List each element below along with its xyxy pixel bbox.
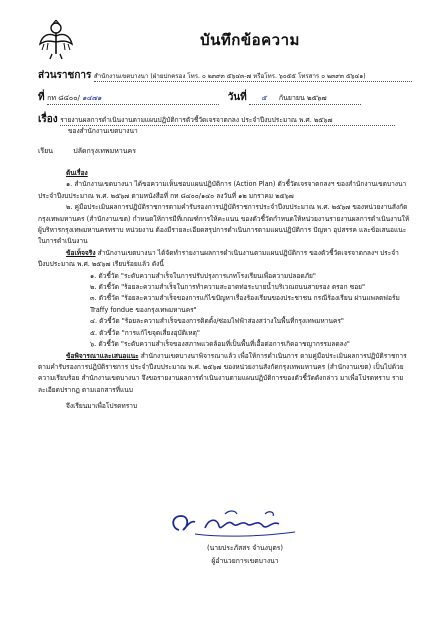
document-title: บันทึกข้อความ: [200, 31, 300, 49]
facts-intro: สำนักงานเขตบางนา ได้จัดทำรายงานผลการดำเนินงานตามแผนปฏิบัติการ ของตัวชี้วัดเจรจาตกลงฯ ประจำปีงบประมาณ พ.ศ. ๒๕๖๗ เรียบร้อยแล้ว ดังนี้: [38, 248, 399, 269]
reference-row: [38, 90, 361, 105]
date-label: วันที่: [227, 92, 247, 103]
memo-body: [38, 168, 413, 413]
kpi-item-1: ๑. ตัวชี้วัด "ระดับความสำเร็จในการปรับปรุงการเภทโรงเรียนเพื่อความปลอดภัย": [90, 271, 316, 280]
salutation-row: [38, 146, 136, 157]
closing-line: จึงเรียนมาเพื่อโปรดทราบ: [66, 402, 138, 411]
subject-label: เรื่อง: [38, 114, 58, 125]
garuda-emblem-icon: [38, 20, 74, 60]
kpi-item-4: ๔. ตัวชี้วัด "ร้อยละความสำเร็จของการติดตั้ง/ซ่อมไฟฟ้าส่องสว่างในพื้นที่กรุงเทพมหานคร": [90, 317, 344, 326]
origin-paragraph-2: ๒. คู่มือประเมินผลการปฏิบัติราชการตามคำรับรองการปฏิบัติราชการประจำปีงบประมาณ พ.ศ. ๒๕๖๗ ของหน่วยงานสังกัดกรุงเทพมหานคร (สำนักงานเขต) กำหนดให้การมีที่เกณฑ์การให้คะแนน ของตัวชี้วัดกำหนดให้หน่วยงานรายงานผลการดำเนินงานให้ผู้บริหารกรุงเทพมหานครทราบ หน่วยงาน ต้องมีรายละเอียดสรุปการดำเนินการตามแผนปฏิบัติการ ปัญหา อุปสรรค และข้อเสนอแนะในการดำเนินงาน: [38, 203, 410, 246]
kpi-item-6: ๖. ตัวชี้วัด "ระดับความสำเร็จของสภาพแวดล้อมที่เป็นพื้นที่เอื้อต่อการเกิดอาชญากรรมลดลง": [90, 340, 350, 349]
reference-label: ที่: [38, 92, 45, 103]
facts-heading: ข้อเท็จจริง: [66, 248, 96, 257]
subject-line-1: รายงานผลการดำเนินงานตามแผนปฏิบัติการตัวชี้วัดเจรจาตกลง ประจำปีงบประมาณ พ.ศ. ๒๕๖๗: [60, 114, 395, 126]
signatory-position: ผู้อำนวยการเขตบางนา: [211, 557, 279, 565]
consider-text: สำนักงานเขตบางนาพิจารณาแล้ว เพื่อให้การดำเนินการ ตามคู่มือประเมินผลการปฏิบัติราชการตามคำรับรองการปฏิบัติราชการ ประจำปีงบประมาณ พ.ศ. ๒๕๖๗ ของหน่วยงานสังกัดกรุงเทพมหานคร (สำนักงานเขต) เป็นไปด้วยความเรียบร้อย สำนักงานเขตบางนา จึงขอรายงานผลการดำเนินงานตามแผนปฏิบัติการของตัวชี้วัดดังกล่าว มาเพื่อโปรดทราบ รายละเอียดปรากฏ ตามเอกสารที่แนบ: [38, 351, 407, 394]
to-label: เรียน: [38, 147, 54, 155]
agency-value: สำนักงานเขตบางนา (ฝ่ายปกครอง โทร. ๐ ๒๓๙๓ ๕๖๔๓-๗ หรือโทร. ๖๐๕๕ โทรสาร ๐ ๒๓๙๓ ๕๖๔๑): [94, 71, 412, 82]
reference-handwritten: ๑๔๗๑: [82, 94, 102, 102]
subject-line-2: ของสำนักงานเขตบางนา: [68, 127, 138, 135]
agency-label: ส่วนราชการ: [38, 70, 92, 81]
kpi-item-2: ๒. ตัวชี้วัด "ร้อยละความสำเร็จในการทำความสะอาดท่อระบายน้ำบริเวณถนนสายรอง ตรอก ซอย": [90, 283, 366, 292]
consider-heading: ข้อพิจารณาและเสนอแนะ: [66, 351, 139, 360]
reference-prefix: กท ๘๔๐๐/: [47, 94, 80, 102]
agency-row: [38, 68, 412, 83]
to-value: ปลัดกรุงเทพมหานคร: [73, 147, 136, 155]
origin-heading: ต้นเรื่อง: [66, 169, 88, 177]
kpi-item-5: ๕. ตัวชี้วัด "การแก้ไขจุดเสี่ยงอุบัติเหตุ": [90, 328, 200, 337]
signature-handwritten: [165, 508, 315, 540]
date-month-year: กันยายน ๒๕๖๗: [278, 94, 327, 102]
kpi-item-3: ๓. ตัวชี้วัด "ร้อยละความสำเร็จของการแก้ไขปัญหาเรื่องร้องเรียนของประชาชน กรณีร้องเรียน ผ่านแพลตฟอร์ม Traffy fondue ของกรุงเทพมหานคร": [90, 294, 400, 314]
origin-paragraph-1: ๑. สำนักงานเขตบางนา ได้ขอความเห็นชอบแผนปฏิบัติการ (Action Plan) ตัวชี้วัดเจรจาตกลงฯ ของสำนักงานเขตบางนา ประจำปีงบประมาณ พ.ศ. ๒๕๖๗ ตามหนังสือที่ กท ๘๔๐๐/๑๔๐ ลงวันที่ ๑๒ มกราคม ๒๕๖๗: [38, 180, 407, 200]
signatory-name: (นายประภัสสร จำนงบุตร): [206, 544, 284, 552]
date-day: ๕: [261, 94, 267, 102]
